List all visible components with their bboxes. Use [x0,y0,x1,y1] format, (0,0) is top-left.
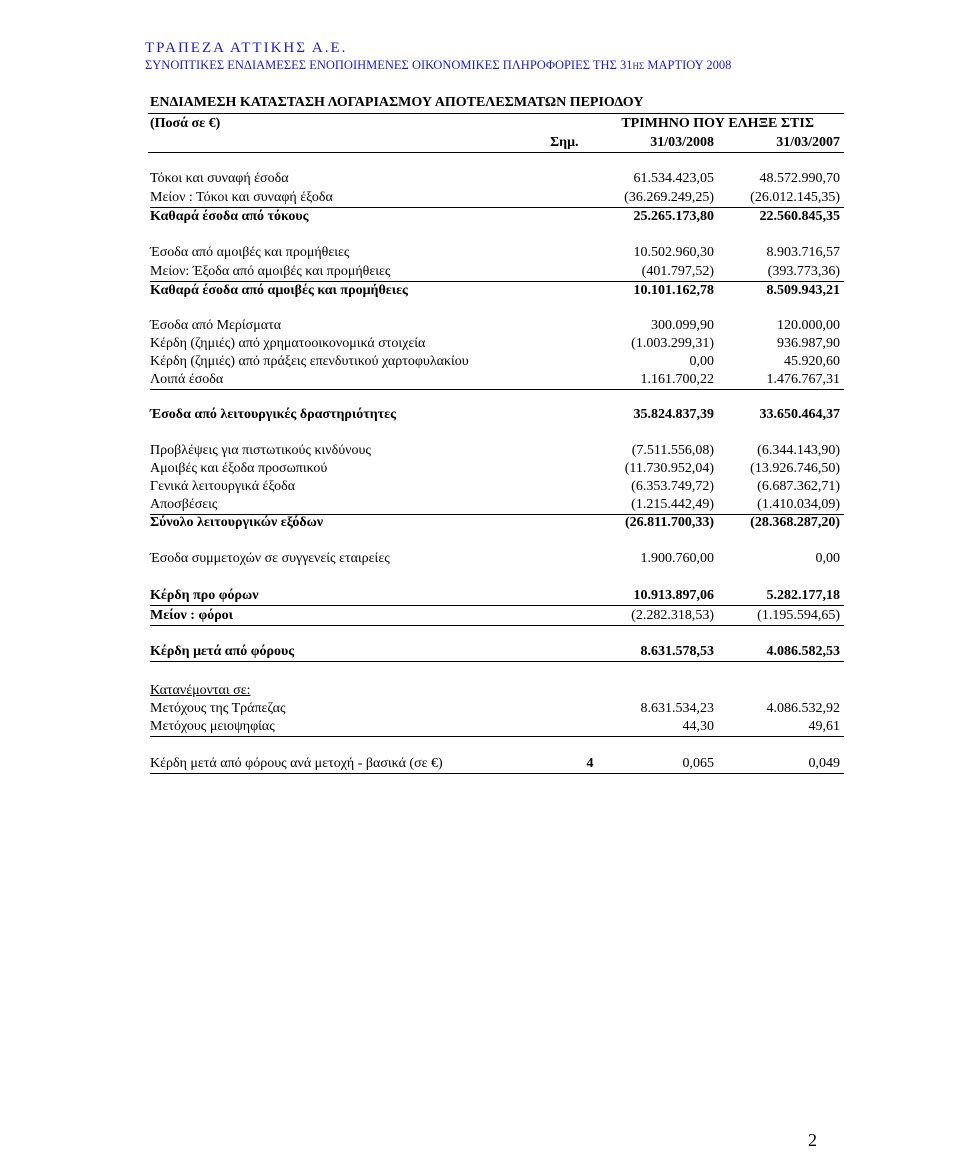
row-value-2007: 4.086.582,53 [766,644,840,659]
row-value-2008: 8.631.534,23 [640,701,714,716]
row-value-2007: 22.560.845,35 [759,209,840,224]
row-label: Έσοδα από αμοιβές και προμήθειες [150,245,350,260]
row-label: Αποσβέσεις [150,497,218,512]
table-row [150,550,844,568]
currency-row [150,115,844,133]
row-value-2008: 35.824.837,39 [633,407,714,422]
row-label: Σύνολο λειτουργικών εξόδων [150,515,324,530]
row-value-2007: 0,049 [808,756,840,771]
row-value-2008: 300.099,90 [651,318,714,333]
table-row [150,371,844,390]
row-label: Έσοδα από Μερίσματα [150,318,282,333]
page-number: 2 [808,1130,817,1150]
row-label: Τόκοι και συναφή έσοδα [150,171,289,186]
row-value-2007: 5.282.177,18 [766,588,840,603]
row-value-2007: 8.903.716,57 [766,245,840,260]
table-row [150,282,844,300]
col2-header: 31/03/2007 [776,135,840,150]
header-rule [148,152,844,153]
table-row [150,208,844,226]
row-value-2008: 1.161.700,22 [640,372,714,387]
row-value-2008: 0,00 [689,354,714,369]
row-value-2007: 4.086.532,92 [766,701,840,716]
table-row [150,643,844,662]
table-row [150,607,844,626]
report-subtitle: ΣΥΝΟΠΤΙΚΕΣ ΕΝΔΙΑΜΕΣΕΣ ΕΝΟΠΟΙΗΜΕΝΕΣ ΟΙΚΟΝΟΜΙΚΕΣ ΠΛΗΡΟΦΟΡΙΕΣ ΤΗΣ 31ΗΣ ΜΑΡΤΙΟΥ 2008 [145,58,732,72]
row-label: Προβλέψεις για πιστωτικούς κινδύνους [150,443,371,458]
row-value-2008: 8.631.578,53 [640,644,714,659]
row-label: Έσοδα από λειτουργικές δραστηριότητες [150,407,396,422]
col1-header: 31/03/2008 [650,135,714,150]
table-row [150,317,844,335]
row-value-2007: (1.195.594,65) [757,608,840,623]
row-label: Κέρδη (ζημιές) από χρηματοοικονομικά στοιχεία [150,336,426,351]
row-value-2007: 0,00 [815,551,840,566]
table-row [150,335,844,353]
row-label: Κέρδη μετά από φόρους [150,644,295,659]
row-value-2007: (6.344.143,90) [757,443,840,458]
table-row [150,263,844,282]
statement-title: ΕΝΔΙΑΜΕΣΗ ΚΑΤΑΣΤΑΣΗ ΛΟΓΑΡΙΑΣΜΟΥ ΑΠΟΤΕΛΕΣΜΑΤΩΝ ΠΕΡΙΟΔΟΥ [150,95,644,110]
row-label: Μείον: Έξοδα από αμοιβές και προμήθειες [150,264,391,279]
row-label: Κέρδη (ζημιές) από πράξεις επενδυτικού χαρτοφυλακίου [150,354,469,369]
row-value-2008: (6.353.749,72) [631,479,714,494]
currency-label: (Ποσά σε €) [150,116,221,131]
column-headers [150,134,844,152]
row-note: 4 [586,756,594,771]
table-row [150,244,844,262]
row-value-2007: 33.650.464,37 [759,407,840,422]
row-label: Κατανέμονται σε: [150,683,251,698]
table-row [150,587,844,606]
row-value-2008: 0,065 [682,756,714,771]
row-value-2008: (1.003.299,31) [631,336,714,351]
row-value-2007: (28.368.287,20) [750,515,840,530]
row-value-2008: (1.215.442,49) [631,497,714,512]
row-value-2008: (7.511.556,08) [631,443,714,458]
table-row [150,682,844,700]
table-row [150,170,844,188]
row-value-2008: (26.811.700,33) [624,515,714,530]
row-label: Αμοιβές και έξοδα προσωπικού [150,461,328,476]
table-row [150,406,844,424]
row-label: Έσοδα συμμετοχών σε συγγενείς εταιρείες [150,551,390,566]
row-value-2007: 49,61 [808,719,840,734]
row-value-2007: 936.987,90 [777,336,840,351]
row-value-2008: 10.913.897,06 [633,588,714,603]
row-label: Κέρδη μετά από φόρους ανά μετοχή - βασικά (σε €) [150,756,443,771]
row-label: Μείον : Τόκοι και συναφή έξοδα [150,190,333,205]
row-label: Καθαρά έσοδα από τόκους [150,209,309,224]
row-value-2008: 44,30 [682,719,714,734]
row-label: Γενικά λειτουργικά έξοδα [150,479,296,494]
row-value-2008: (11.730.952,04) [624,461,714,476]
row-value-2008: 1.900.760,00 [640,551,714,566]
table-row [150,755,844,774]
row-value-2007: (393.773,36) [767,264,840,279]
bank-name: ΤΡΑΠΕΖΑ ΑΤΤΙΚΗΣ Α.Ε. [145,40,348,56]
row-value-2007: 45.920,60 [784,354,840,369]
table-row [150,718,844,737]
table-row [150,478,844,496]
row-label: Λοιπά έσοδα [150,372,224,387]
table-row [150,353,844,371]
row-value-2008: (36.269.249,25) [624,190,714,205]
row-value-2008: (401.797,52) [641,264,714,279]
row-value-2008: 25.265.173,80 [633,209,714,224]
table-row [150,460,844,478]
row-value-2007: (6.687.362,71) [757,479,840,494]
table-row [150,514,844,532]
table-row [150,496,844,515]
row-label: Καθαρά έσοδα από αμοιβές και προμήθειες [150,283,408,298]
table-row [150,700,844,718]
row-value-2008: (2.282.318,53) [631,608,714,623]
row-value-2008: 10.502.960,30 [633,245,714,260]
row-value-2007: (1.410.034,09) [757,497,840,512]
title-underline [148,113,844,114]
row-label: Κέρδη προ φόρων [150,588,259,603]
row-label: Μείον : φόροι [150,608,234,623]
note-header: Σημ. [550,135,579,150]
row-label: Μετόχους της Τράπεζας [150,701,286,716]
row-value-2007: 1.476.767,31 [766,372,840,387]
row-value-2007: (13.926.746,50) [750,461,840,476]
row-value-2008: 10.101.162,78 [633,283,714,298]
period-label: ΤΡΙΜΗΝΟ ΠΟΥ ΕΛΗΞΕ ΣΤΙΣ [621,116,814,131]
table-row [150,442,844,460]
row-value-2007: 8.509.943,21 [766,283,840,298]
row-value-2007: (26.012.145,35) [750,190,840,205]
row-value-2007: 48.572.990,70 [759,171,840,186]
row-value-2007: 120.000,00 [777,318,840,333]
row-label: Μετόχους μειοψηφίας [150,719,275,734]
table-row [150,189,844,208]
row-value-2008: 61.534.423,05 [633,171,714,186]
